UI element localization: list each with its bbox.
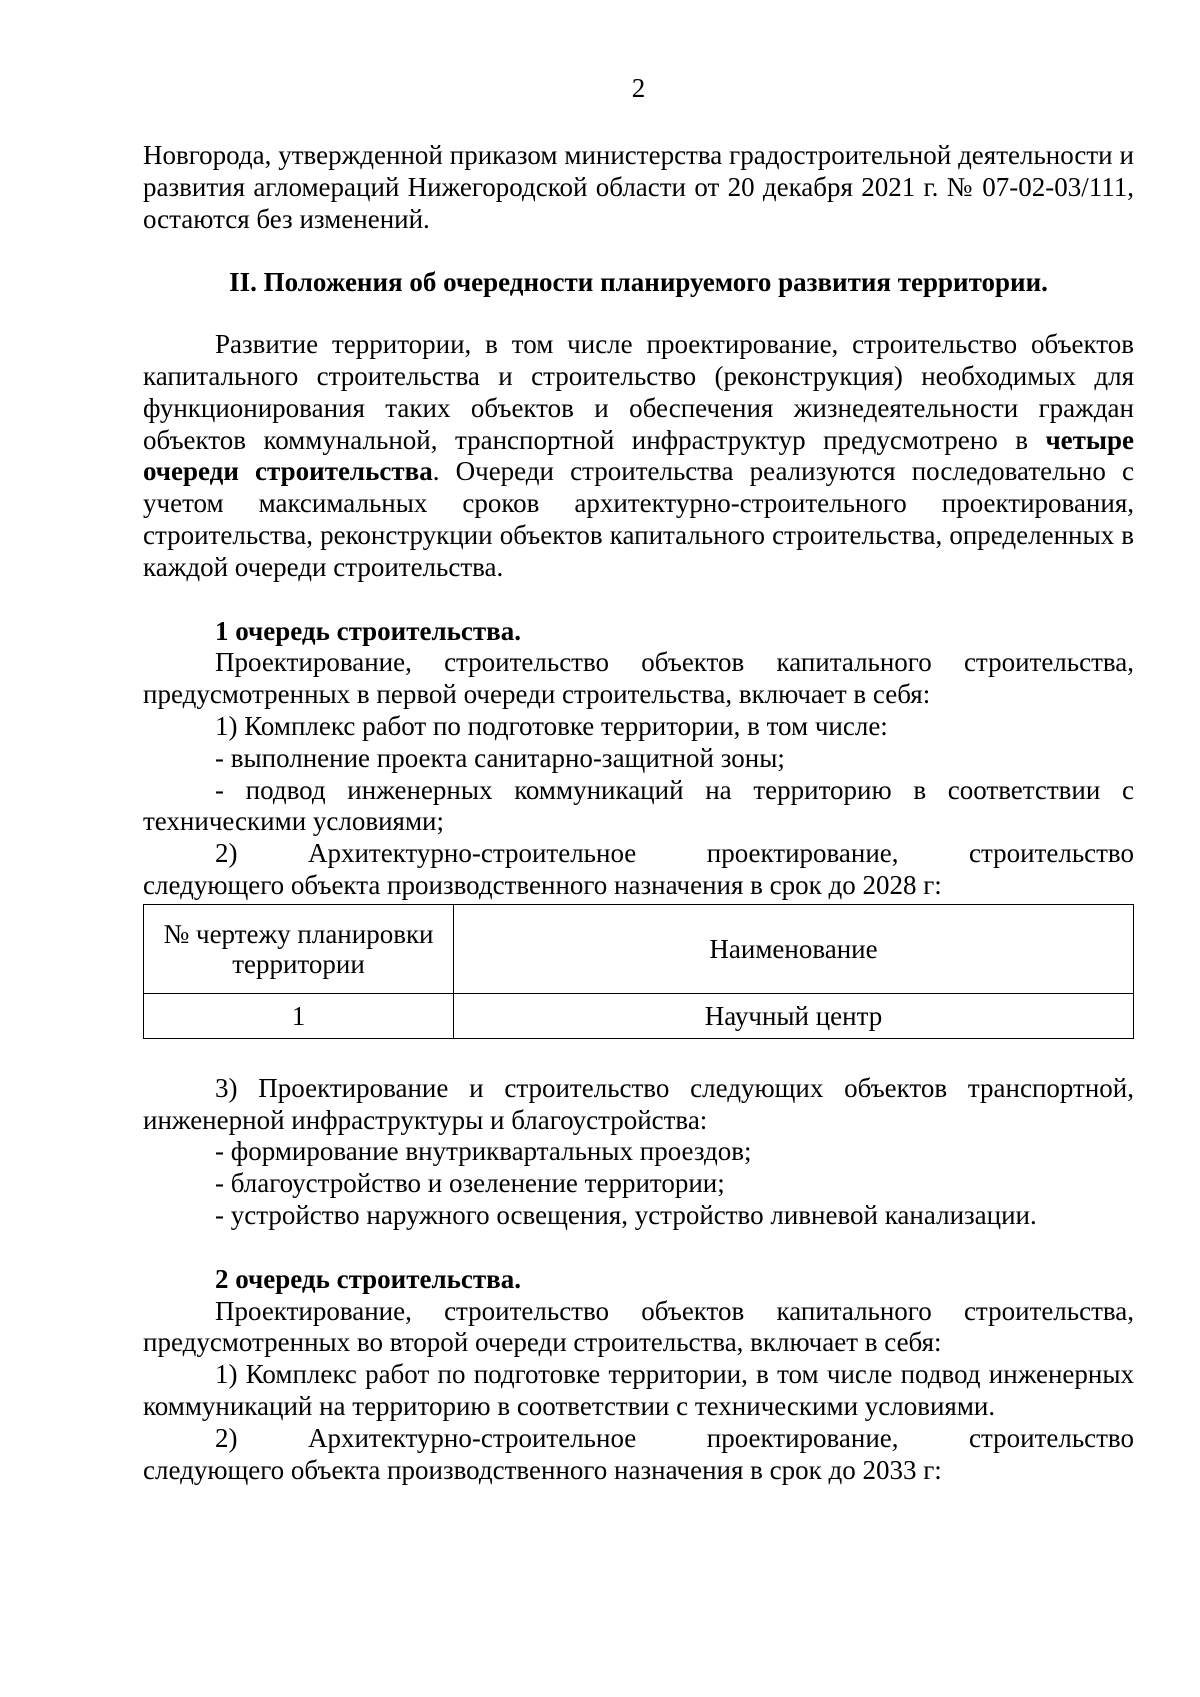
stage2-item2-line1: 2) Архитектурно-строительное проектирование, строительство — [215, 1422, 1134, 1453]
table-header-row — [144, 904, 1134, 993]
stage1-item2-line1: 2) Архитектурно-строительное проектирование, строительство — [215, 838, 1134, 869]
stage2-intro: Проектирование, строительство объектов капитального строительства, предусмотренных во второй очереди строительства, включает в себя: — [143, 1295, 1134, 1358]
section-paragraph-part2: . Очереди строительства реализуются последовательно с учетом максимальных сроков архитектурно-строительного проектирования, строительства, реконструкции объектов капитального строительства, определенных в каждой очереди строительства. — [143, 456, 1134, 582]
intro-paragraph: Новгорода, утвержденной приказом министерства градостроительной деятельности и развития агломераций Нижегородской области от 20 декабря 2021 г. № 07-02-03/111, остаются без изменений. — [143, 140, 1134, 234]
stage1-bullet-3: - формирование внутриквартальных проездов; — [215, 1136, 752, 1167]
table-cell-name: Научный центр — [454, 993, 1134, 1038]
section-heading: II. Положения об очередности планируемого развития территории. — [229, 267, 1048, 298]
stage2-title: 2 очередь строительства. — [215, 1263, 521, 1294]
stage2-item1: 1) Комплекс работ по подготовке территории, в том числе подвод инженерных коммуникаций на территорию в соответствии с техническими условиями. — [143, 1359, 1134, 1421]
document-body — [143, 140, 1134, 1486]
section-paragraph-part1: Развитие территории, в том числе проектирование, строительство объектов капитального строительства и строительство (реконструкция) необходимых для функционирования таких объектов и обеспечения жизнедеятельности граждан объектов коммунальной, транспортной инфраструктур предусмотрено в — [143, 329, 1134, 455]
stage1-bullet-1: - выполнение проекта санитарно-защитной зоны; — [215, 742, 785, 773]
table-header-name: Наименование — [454, 904, 1134, 993]
stage1-intro: Проектирование, строительство объектов капитального строительства, предусмотренных в первой очереди строительства, включает в себя: — [143, 647, 1134, 710]
section-paragraph — [143, 329, 1134, 583]
section-paragraph-bold: четыре очереди строительства — [143, 424, 1134, 487]
table-cell-number: 1 — [144, 993, 454, 1038]
table-header-number: № чертежу планировки территории — [144, 904, 454, 993]
stage1-bullet-5: - устройство наружного освещения, устройство ливневой канализации. — [215, 1199, 1037, 1230]
stage1-bullet-2: - подвод инженерных коммуникаций на территорию в соответствии с техническими условиями; — [143, 774, 1134, 837]
stage1-bullet-4: - благоустройство и озеленение территории; — [215, 1168, 725, 1199]
stage2-item2-line2: следующего объекта производственного назначения в срок до 2033 г: — [143, 1454, 942, 1485]
stage1-item2-line2: следующего объекта производственного назначения в срок до 2028 г: — [143, 869, 942, 900]
stage1-item3: 3) Проектирование и строительство следующих объектов транспортной, инженерной инфраструктуры и благоустройства: — [143, 1072, 1134, 1135]
stage1-item1: 1) Комплекс работ по подготовке территории, в том числе: — [215, 710, 888, 741]
objects-table — [143, 904, 1134, 1039]
table-row — [144, 993, 1134, 1038]
stage1-title: 1 очередь строительства. — [215, 615, 521, 646]
page-number: 2 — [631, 73, 646, 103]
